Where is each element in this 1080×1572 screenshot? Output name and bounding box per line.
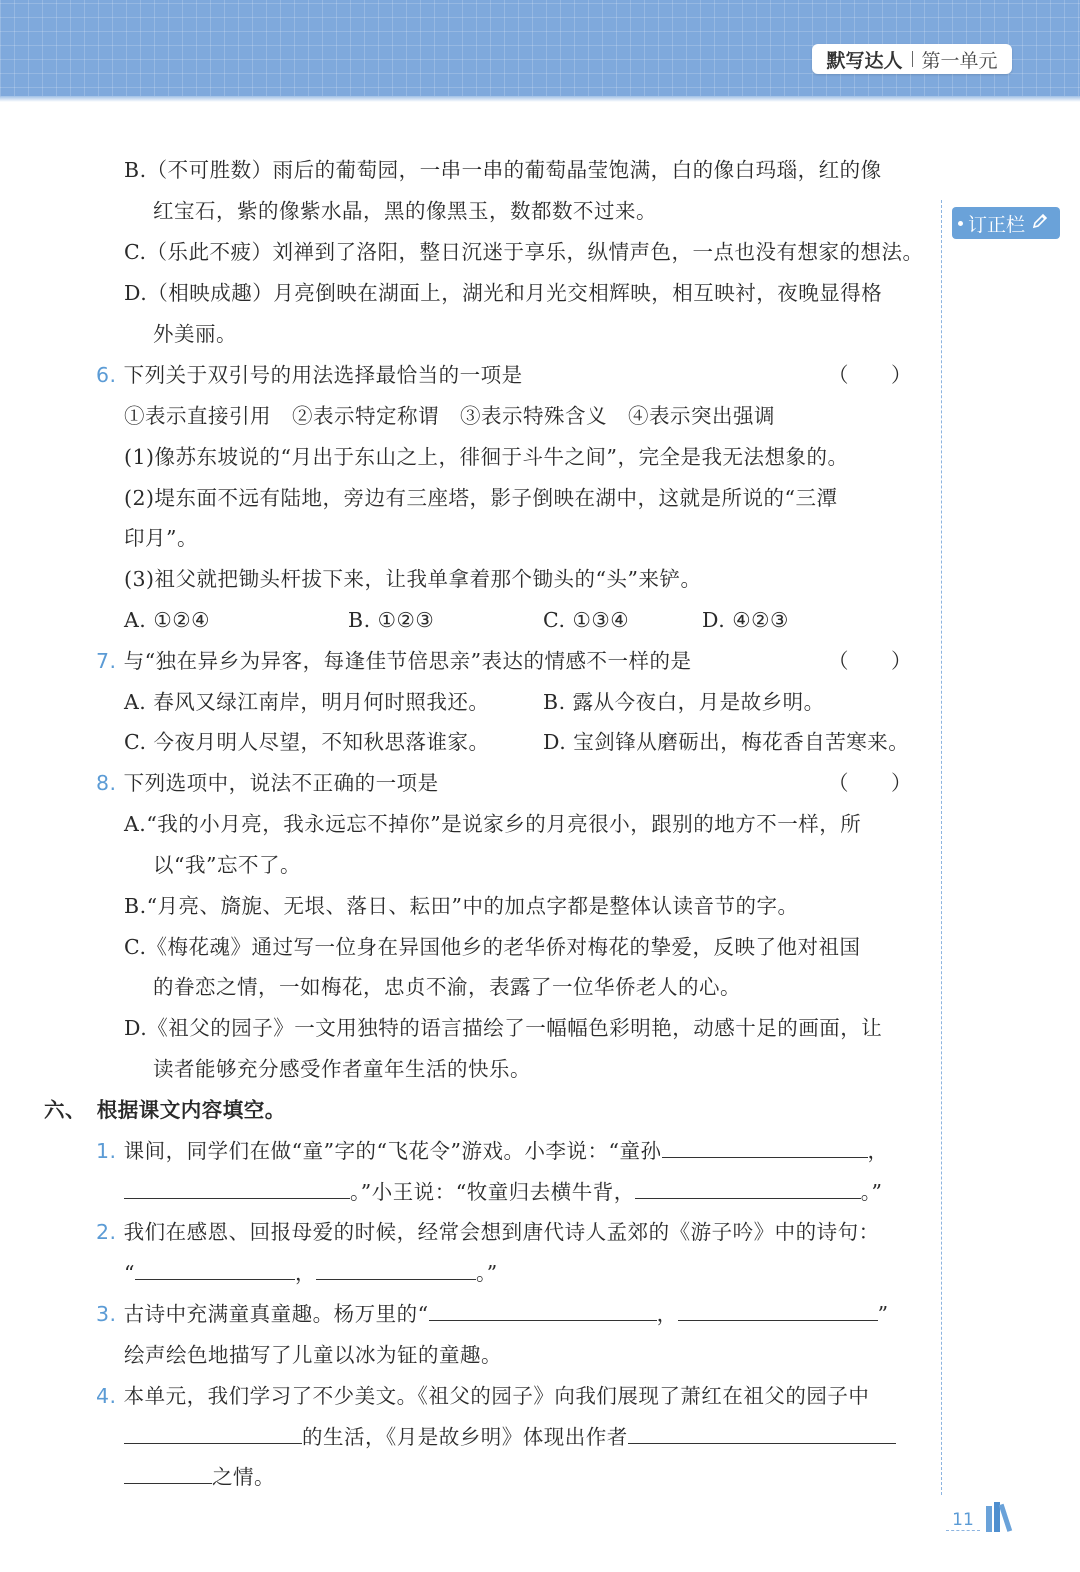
s6-q1-number: 1. — [96, 1139, 117, 1163]
q8-text: 下列选项中，说法不正确的一项是 — [123, 771, 439, 795]
q7-number: 7. — [96, 649, 117, 673]
s6-q1-blank-1[interactable] — [662, 1131, 868, 1158]
q7-choice-b: B. 露从今夜白，月是故乡明。 — [543, 690, 825, 714]
page-number: 11 — [946, 1510, 980, 1531]
s6-q2-blank-2[interactable] — [316, 1253, 476, 1280]
q7-stem — [96, 641, 692, 682]
q6-text: 下列关于双引号的用法选择最恰当的一项是 — [123, 363, 523, 387]
s6-q2-text-c: ， — [294, 1261, 316, 1285]
s6-q2-line1 — [96, 1212, 880, 1253]
s6-q3-line2: 绘声绘色地描写了儿童以冰为钲的童趣。 — [124, 1343, 502, 1367]
q6-uses: ①表示直接引用 ②表示特定称谓 ③表示特殊含义 ④表示突出强调 — [124, 404, 775, 428]
q8-option-d-line2: 读者能够充分感受作者童年生活的快乐。 — [153, 1057, 531, 1081]
q8-option-a-line1: A.“我的小月亮，我永远忘不掉你”是说家乡的月亮很小，跟别的地方不一样，所 — [124, 812, 862, 836]
s6-q3-text-b: ， — [656, 1302, 678, 1326]
q6-choice-d: D. ④②③ — [702, 608, 789, 632]
q6-number: 6. — [96, 363, 117, 387]
q6-answer-paren[interactable]: （ ） — [828, 363, 912, 387]
s6-q4-line1 — [96, 1376, 869, 1417]
s6-q1-text-d: 。” — [860, 1180, 883, 1204]
q8-option-a-line2: 以“我”忘不了。 — [153, 853, 301, 877]
q7-choice-a: A. 春风又绿江南岸，明月何时照我还。 — [124, 690, 490, 714]
s6-q3-blank-2[interactable] — [678, 1294, 878, 1321]
q8-option-c-line1: C.《梅花魂》通过写一位身在异国他乡的老华侨对梅花的挚爱，反映了他对祖国 — [124, 935, 861, 959]
q5-option-b-line2: 红宝石，紫的像紫水晶，黑的像黑玉，数都数不过来。 — [153, 199, 657, 223]
correction-label: 订正栏 — [968, 213, 1026, 236]
q6-item-2-line1: (2)堤东面不远有陆地，旁边有三座塔，影子倒映在湖中，这就是所说的“三潭 — [124, 486, 838, 510]
section-6-title: 六、 根据课文内容填空。 — [44, 1098, 286, 1122]
q8-stem — [96, 763, 439, 804]
q6-choice-c: C. ①③④ — [543, 608, 630, 632]
s6-q1-text-a: 课间，同学们在做“童”字的“飞花令”游戏。小李说：“童孙 — [123, 1139, 662, 1163]
s6-q4-blank-2[interactable] — [628, 1417, 896, 1444]
s6-q4-line2 — [124, 1417, 896, 1458]
s6-q1-line2 — [124, 1172, 882, 1213]
s6-q4-blank-3[interactable] — [124, 1457, 212, 1484]
s6-q2-line2 — [124, 1253, 498, 1294]
q7-choice-c: C. 今夜月明人尽望，不知秋思落谁家。 — [124, 730, 490, 754]
s6-q2-text-b: “ — [124, 1261, 135, 1285]
s6-q4-number: 4. — [96, 1384, 117, 1408]
q8-option-d-line1: D.《祖父的园子》一文用独特的语言描绘了一幅幅色彩明艳，动感十足的画面，让 — [124, 1016, 883, 1040]
s6-q4-text-b: 的生活，《月是故乡明》体现出作者 — [302, 1425, 628, 1449]
q7-text: 与“独在异乡为异客，每逢佳节倍思亲”表达的情感不一样的是 — [123, 649, 692, 673]
q5-option-d-line2: 外美丽。 — [153, 322, 237, 346]
s6-q3-text-c: ” — [877, 1302, 889, 1326]
s6-q3-line1 — [96, 1294, 889, 1335]
s6-q1-line1 — [96, 1131, 889, 1172]
q8-answer-paren[interactable]: （ ） — [828, 771, 912, 795]
q5-option-b-line1: B.（不可胜数）雨后的葡萄园，一串一串的葡萄晶莹饱满，白的像白玛瑙，红的像 — [124, 158, 882, 182]
s6-q3-number: 3. — [96, 1302, 117, 1326]
q8-option-b: B.“月亮、旖旎、无垠、落日、耘田”中的加点字都是整体认读音节的字。 — [124, 894, 799, 918]
q6-stem — [96, 355, 523, 396]
s6-q4-line3 — [124, 1457, 275, 1498]
s6-q2-text-d: 。” — [475, 1261, 498, 1285]
s6-q2-number: 2. — [96, 1220, 117, 1244]
q5-option-d-line1: D.（相映成趣）月亮倒映在湖面上，湖光和月光交相辉映，相互映衬，夜晚显得格 — [124, 281, 883, 305]
s6-q3-text-a: 古诗中充满童真童趣。杨万里的“ — [123, 1302, 429, 1326]
q5-option-c: C.（乐此不疲）刘禅到了洛阳，整日沉迷于享乐，纵情声色，一点也没有想家的想法。 — [124, 240, 924, 264]
q6-item-1: (1)像苏东坡说的“月出于东山之上，徘徊于斗牛之间”，完全是我无法想象的。 — [124, 445, 849, 469]
s6-q1-blank-2[interactable] — [124, 1172, 350, 1199]
s6-q1-text-b: ， — [867, 1139, 889, 1163]
q6-item-2-line2: 印月”。 — [124, 526, 198, 550]
s6-q4-text-c: 之情。 — [212, 1465, 275, 1489]
s6-q1-blank-3[interactable] — [635, 1172, 861, 1199]
series-title: 默写达人 — [826, 49, 903, 72]
q6-choice-b: B. ①②③ — [348, 608, 435, 632]
s6-q4-blank-1[interactable] — [124, 1417, 302, 1444]
s6-q2-text-a: 我们在感恩、回报母爱的时候，经常会想到唐代诗人孟郊的《游子吟》中的诗句： — [123, 1220, 880, 1244]
q7-choice-d: D. 宝剑锋从磨砺出，梅花香自苦寒来。 — [543, 730, 910, 754]
s6-q4-text-a: 本单元，我们学习了不少美文。《祖父的园子》向我们展现了萧红在祖父的园子中 — [123, 1384, 870, 1408]
q8-option-c-line2: 的眷恋之情，一如梅花，忠贞不渝，表露了一位华侨老人的心。 — [153, 975, 741, 999]
q8-number: 8. — [96, 771, 117, 795]
s6-q3-blank-1[interactable] — [429, 1294, 657, 1321]
s6-q2-blank-1[interactable] — [135, 1253, 295, 1280]
q7-answer-paren[interactable]: （ ） — [828, 649, 912, 673]
unit-title: 第一单元 — [921, 49, 998, 72]
s6-q1-text-c: 。”小王说：“牧童归去横牛背， — [350, 1180, 635, 1204]
books-icon — [984, 1500, 1024, 1538]
q6-item-3: (3)祖父就把锄头杆拔下来，让我单拿着那个锄头的“头”来铲。 — [124, 567, 702, 591]
q6-choice-a: A. ①②④ — [124, 608, 210, 632]
